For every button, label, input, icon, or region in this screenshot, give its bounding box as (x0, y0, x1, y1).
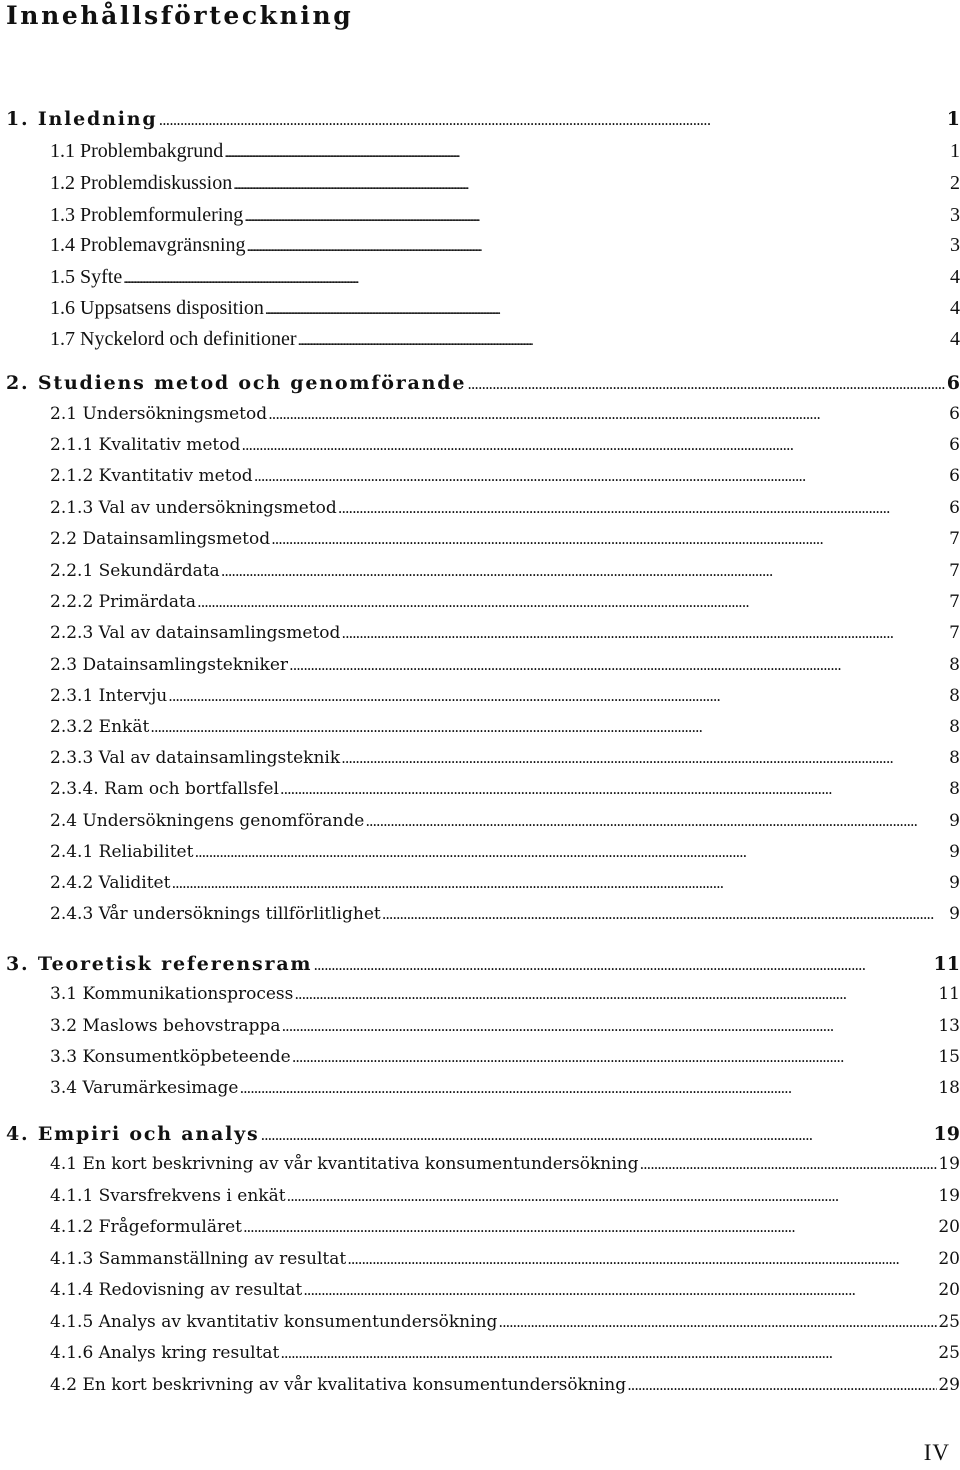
toc-entry-page-number: 18 (938, 1078, 960, 1098)
toc-entry-label: 1.4 Problemavgränsning (50, 234, 246, 256)
toc-entry-label: 2.4.1 Reliabilitet (50, 842, 194, 862)
dot-leader (289, 655, 948, 675)
dot-leader (268, 404, 948, 424)
toc-entry-label: 4.1.6 Analys kring resultat (50, 1343, 280, 1363)
dot-leader (233, 172, 949, 195)
toc-entry-page-number: 8 (949, 748, 960, 768)
dot-leader (265, 297, 949, 320)
toc-entry-page-number: 1 (946, 108, 960, 130)
dot-leader (292, 1047, 938, 1067)
toc-entry-label: 2.4.3 Vår undersöknings tillförlitlighet (50, 904, 381, 924)
toc-entry-page-number: 6 (946, 372, 960, 394)
toc-section-entry[interactable] (50, 592, 960, 612)
dot-leader (294, 984, 937, 1004)
toc-entry-label: 2. Studiens metod och genomförande (6, 372, 467, 394)
toc-entry-page-number: 4 (950, 328, 960, 350)
toc-chapter-entry[interactable] (6, 372, 960, 394)
toc-section-entry[interactable] (50, 1375, 960, 1395)
toc-entry-label: 1.6 Uppsatsens disposition (50, 297, 264, 319)
toc-entry-page-number: 15 (938, 1047, 960, 1067)
toc-section-entry[interactable] (50, 811, 960, 831)
toc-entry-page-number: 29 (938, 1375, 960, 1395)
toc-section-entry[interactable] (50, 1078, 960, 1098)
toc-entry-label: 4.1.1 Svarsfrekvens i enkät (50, 1186, 286, 1206)
toc-entry-page-number: 8 (949, 779, 960, 799)
toc-entry-page-number: 25 (938, 1312, 960, 1332)
dot-leader (467, 372, 946, 394)
toc-section-entry[interactable] (50, 266, 960, 289)
toc-section-entry[interactable] (50, 404, 960, 424)
toc-entry-label: 1.3 Problemformulering (50, 204, 244, 226)
toc-section-entry[interactable] (50, 140, 960, 163)
toc-entry-page-number: 4 (950, 297, 960, 319)
toc-entry-label: 3.4 Varumärkesimage (50, 1078, 239, 1098)
toc-section-entry[interactable] (50, 297, 960, 320)
toc-section-entry[interactable] (50, 1016, 960, 1036)
toc-entry-page-number: 6 (949, 498, 960, 518)
dot-leader (341, 623, 948, 643)
toc-entry-page-number: 20 (938, 1280, 960, 1300)
toc-entry-label: 2.3.4. Ram och bortfallsfel (50, 779, 279, 799)
dot-leader (271, 529, 948, 549)
toc-section-entry[interactable] (50, 1312, 960, 1332)
dot-leader (303, 1280, 937, 1300)
toc-entry-label: 4.1.4 Redovisning av resultat (50, 1280, 303, 1300)
toc-entry-label: 4.1.2 Frågeformuläret (50, 1217, 242, 1237)
toc-section-entry[interactable] (50, 1280, 960, 1300)
dot-leader (244, 204, 949, 227)
toc-entry-page-number: 6 (949, 466, 960, 486)
toc-entry-page-number: 7 (949, 592, 960, 612)
toc-section-entry[interactable] (50, 1217, 960, 1237)
toc-section-entry[interactable] (50, 904, 960, 924)
toc-entry-page-number: 3 (950, 204, 960, 226)
toc-entry-label: 2.4 Undersökningens genomförande (50, 811, 365, 831)
dot-leader (123, 266, 949, 289)
dot-leader (194, 842, 948, 862)
toc-section-entry[interactable] (50, 328, 960, 351)
toc-section-entry[interactable] (50, 172, 960, 195)
toc-entry-page-number: 9 (949, 811, 960, 831)
dot-leader (197, 592, 948, 612)
page-title: Innehållsförteckning (6, 1, 354, 30)
toc-entry-page-number: 13 (938, 1016, 960, 1036)
dot-leader (498, 1312, 937, 1332)
toc-entry-label: 2.1 Undersökningsmetod (50, 404, 268, 424)
toc-section-entry[interactable] (50, 1186, 960, 1206)
dot-leader (239, 1078, 937, 1098)
toc-entry-label: 1.1 Problembakgrund (50, 140, 224, 162)
dot-leader (627, 1375, 937, 1395)
toc-section-entry[interactable] (50, 498, 960, 518)
page-number: IV (923, 1440, 950, 1465)
toc-entry-page-number: 19 (938, 1186, 960, 1206)
toc-entry-page-number: 8 (949, 717, 960, 737)
toc-entry-page-number: 25 (938, 1343, 960, 1363)
dot-leader (341, 748, 948, 768)
toc-entry-label: 1.2 Problemdiskussion (50, 172, 233, 194)
toc-section-entry[interactable] (50, 686, 960, 706)
toc-section-entry[interactable] (50, 873, 960, 893)
toc-entry-label: 4.2 En kort beskrivning av vår kvalitativa konsumentundersökning (50, 1375, 627, 1395)
dot-leader (280, 1343, 937, 1363)
toc-entry-label: 4.1 En kort beskrivning av vår kvantitativa konsumentundersökning (50, 1154, 639, 1174)
toc-chapter-entry[interactable] (6, 108, 960, 130)
toc-entry-label: 2.2.1 Sekundärdata (50, 561, 220, 581)
toc-entry-label: 2.1.1 Kvalitativ metod (50, 435, 241, 455)
dot-leader (150, 717, 948, 737)
toc-section-entry[interactable] (50, 204, 960, 227)
toc-entry-label: 2.2 Datainsamlingsmetod (50, 529, 271, 549)
toc-entry-label: 1.7 Nyckelord och definitioner (50, 328, 297, 350)
toc-entry-label: 1. Inledning (6, 108, 158, 130)
dot-leader (260, 1123, 932, 1145)
dot-leader (639, 1154, 937, 1174)
dot-leader (247, 234, 949, 257)
dot-leader (254, 466, 948, 486)
toc-section-entry[interactable] (50, 529, 960, 549)
toc-entry-page-number: 7 (949, 561, 960, 581)
toc-section-entry[interactable] (50, 466, 960, 486)
toc-entry-label: 2.1.3 Val av undersökningsmetod (50, 498, 337, 518)
toc-section-entry[interactable] (50, 623, 960, 643)
toc-entry-label: 4.1.3 Sammanställning av resultat (50, 1249, 347, 1269)
toc-section-entry[interactable] (50, 1047, 960, 1067)
toc-section-entry[interactable] (50, 1154, 960, 1174)
toc-entry-page-number: 6 (949, 435, 960, 455)
dot-leader (168, 686, 948, 706)
toc-section-entry[interactable] (50, 1249, 960, 1269)
toc-section-entry[interactable] (50, 748, 960, 768)
toc-section-entry[interactable] (50, 717, 960, 737)
toc-entry-label: 2.2.3 Val av datainsamlingsmetod (50, 623, 341, 643)
dot-leader (338, 498, 948, 518)
toc-entry-page-number: 20 (938, 1249, 960, 1269)
dot-leader (382, 904, 948, 924)
toc-entry-label: 2.3.3 Val av datainsamlingsteknik (50, 748, 341, 768)
dot-leader (171, 873, 948, 893)
toc-entry-page-number: 11 (938, 984, 960, 1004)
toc-entry-label: 2.1.2 Kvantitativ metod (50, 466, 253, 486)
toc-entry-label: 2.3.2 Enkät (50, 717, 150, 737)
toc-section-entry[interactable] (50, 842, 960, 862)
dot-leader (298, 328, 949, 351)
toc-section-entry[interactable] (50, 561, 960, 581)
toc-entry-label: 2.3 Datainsamlingstekniker (50, 655, 289, 675)
toc-section-entry[interactable] (50, 1343, 960, 1363)
toc-entry-page-number: 7 (949, 623, 960, 643)
dot-leader (224, 140, 949, 163)
toc-entry-page-number: 3 (950, 234, 960, 256)
toc-entry-label: 3. Teoretisk referensram (6, 953, 313, 975)
dot-leader (158, 108, 945, 130)
toc-entry-page-number: 9 (949, 873, 960, 893)
toc-entry-page-number: 9 (949, 842, 960, 862)
toc-entry-page-number: 20 (938, 1217, 960, 1237)
toc-entry-label: 3.2 Maslows behovstrappa (50, 1016, 281, 1036)
toc-section-entry[interactable] (50, 655, 960, 675)
dot-leader (280, 779, 948, 799)
toc-entry-label: 4.1.5 Analys av kvantitativ konsumentundersökning (50, 1312, 498, 1332)
toc-entry-label: 2.4.2 Validitet (50, 873, 171, 893)
toc-section-entry[interactable] (50, 779, 960, 799)
dot-leader (313, 953, 932, 975)
toc-entry-page-number: 8 (949, 686, 960, 706)
toc-entry-page-number: 1 (950, 140, 960, 162)
toc-entry-label: 3.3 Konsumentköpbeteende (50, 1047, 291, 1067)
toc-section-entry[interactable] (50, 435, 960, 455)
toc-entry-page-number: 4 (950, 266, 960, 288)
toc-entry-page-number: 9 (949, 904, 960, 924)
toc-entry-label: 3.1 Kommunikationsprocess (50, 984, 294, 1004)
dot-leader (282, 1016, 938, 1036)
dot-leader (287, 1186, 938, 1206)
toc-entry-page-number: 11 (933, 953, 960, 975)
dot-leader (221, 561, 948, 581)
dot-leader (241, 435, 948, 455)
toc-section-entry[interactable] (50, 984, 960, 1004)
dot-leader (365, 811, 948, 831)
toc-entry-page-number: 8 (949, 655, 960, 675)
toc-chapter-entry[interactable] (6, 1123, 960, 1145)
toc-entry-label: 2.3.1 Intervju (50, 686, 168, 706)
toc-entry-label: 4. Empiri och analys (6, 1123, 260, 1145)
dot-leader (243, 1217, 937, 1237)
toc-section-entry[interactable] (50, 234, 960, 257)
toc-entry-label: 2.2.2 Primärdata (50, 592, 197, 612)
toc-chapter-entry[interactable] (6, 953, 960, 975)
dot-leader (347, 1249, 937, 1269)
toc-entry-label: 1.5 Syfte (50, 266, 123, 288)
toc-entry-page-number: 19 (933, 1123, 960, 1145)
toc-entry-page-number: 7 (949, 529, 960, 549)
toc-entry-page-number: 2 (950, 172, 960, 194)
toc-entry-page-number: 6 (949, 404, 960, 424)
toc-entry-page-number: 19 (938, 1154, 960, 1174)
